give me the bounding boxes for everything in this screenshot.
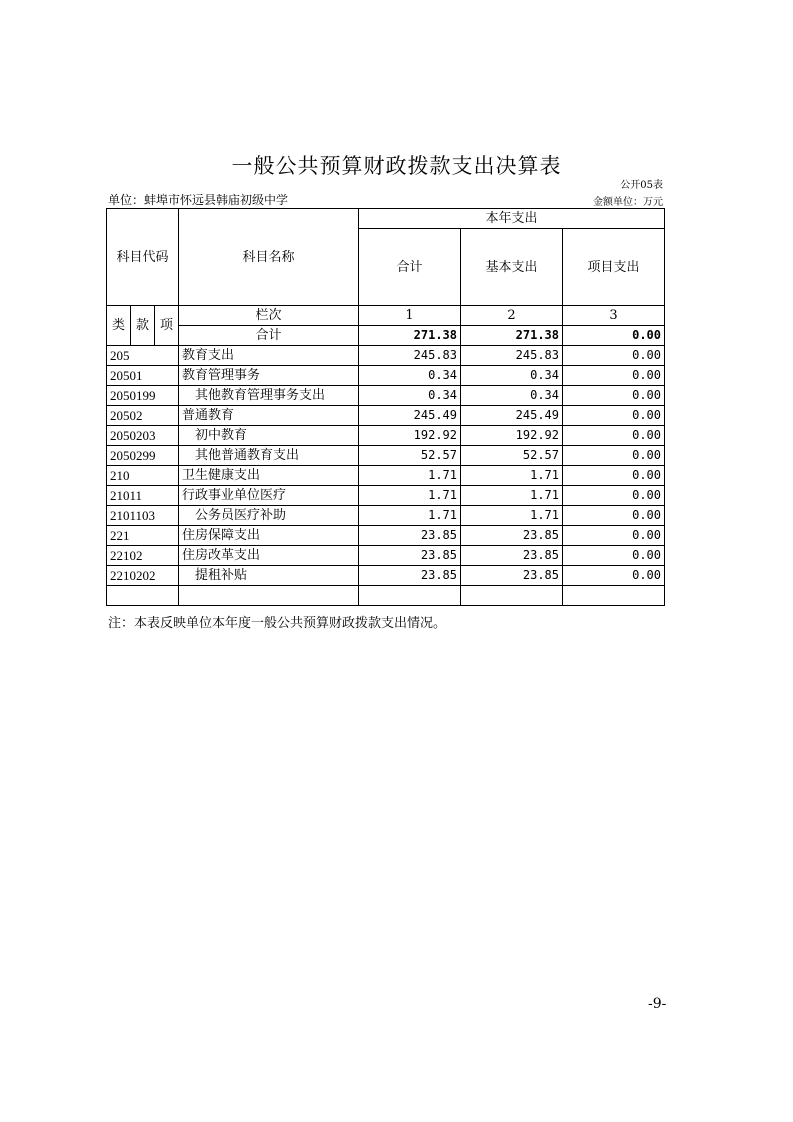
- amount-basic: 23.85: [461, 566, 563, 586]
- subject-code: 22102: [107, 546, 179, 566]
- subject-name: 教育支出: [179, 346, 359, 366]
- amount-basic: 1.71: [461, 486, 563, 506]
- subject-name: 行政事业单位医疗: [179, 486, 359, 506]
- amount-basic: 0.34: [461, 386, 563, 406]
- table-row: [107, 426, 665, 446]
- subject-name: 教育管理事务: [179, 366, 359, 386]
- total-column-header: 合计: [359, 229, 461, 306]
- amount-total: 245.83: [359, 346, 461, 366]
- table-note: 注：本表反映单位本年度一般公共预算财政拨款支出情况。: [108, 616, 447, 631]
- subject-code: 2101103: [107, 506, 179, 526]
- amount-project: 0.00: [563, 346, 665, 366]
- lanci-1: 1: [359, 306, 461, 326]
- subject-code-header: 科目代码: [107, 209, 179, 306]
- amount-basic: 52.57: [461, 446, 563, 466]
- subject-code: 210: [107, 466, 179, 486]
- amount-total: 192.92: [359, 426, 461, 446]
- subject-name: 初中教育: [179, 426, 359, 446]
- amount-project: 0.00: [563, 386, 665, 406]
- subject-code: 2210202: [107, 566, 179, 586]
- amount-basic: 1.71: [461, 506, 563, 526]
- empty-cell: [107, 586, 179, 606]
- table-row: [107, 486, 665, 506]
- amount-total: 0.34: [359, 366, 461, 386]
- table-row: [107, 466, 665, 486]
- subject-name: 其他普通教育支出: [179, 446, 359, 466]
- table-row: [107, 386, 665, 406]
- budget-table: [106, 208, 665, 606]
- amount-project: 0.00: [563, 366, 665, 386]
- total-row: [107, 326, 665, 346]
- table-row: [107, 346, 665, 366]
- empty-row: [107, 586, 665, 606]
- lanci-3: 3: [563, 306, 665, 326]
- document-title: 一般公共预算财政拨款支出决算表: [231, 154, 562, 178]
- total-row-project: 0.00: [563, 326, 665, 346]
- subject-name: 卫生健康支出: [179, 466, 359, 486]
- amount-unit-label: 金额单位：万元: [593, 197, 663, 208]
- empty-cell: [179, 586, 359, 606]
- total-row-label: 合计: [179, 326, 359, 346]
- subject-code: 221: [107, 526, 179, 546]
- amount-project: 0.00: [563, 526, 665, 546]
- amount-total: 1.71: [359, 506, 461, 526]
- amount-total: 1.71: [359, 466, 461, 486]
- empty-cell: [359, 586, 461, 606]
- subject-name: 提租补贴: [179, 566, 359, 586]
- amount-project: 0.00: [563, 486, 665, 506]
- empty-cell: [563, 586, 665, 606]
- amount-total: 52.57: [359, 446, 461, 466]
- amount-project: 0.00: [563, 446, 665, 466]
- amount-basic: 23.85: [461, 546, 563, 566]
- amount-basic: 23.85: [461, 526, 563, 546]
- total-row-basic: 271.38: [461, 326, 563, 346]
- amount-project: 0.00: [563, 546, 665, 566]
- amount-project: 0.00: [563, 506, 665, 526]
- subject-name: 普通教育: [179, 406, 359, 426]
- amount-total: 1.71: [359, 486, 461, 506]
- amount-basic: 245.49: [461, 406, 563, 426]
- subject-code: 20501: [107, 366, 179, 386]
- subject-code: 2050199: [107, 386, 179, 406]
- subject-name: 住房改革支出: [179, 546, 359, 566]
- lanci-2: 2: [461, 306, 563, 326]
- amount-total: 23.85: [359, 546, 461, 566]
- table-row: [107, 526, 665, 546]
- subject-name: 其他教育管理事务支出: [179, 386, 359, 406]
- amount-total: 245.49: [359, 406, 461, 426]
- amount-basic: 192.92: [461, 426, 563, 446]
- amount-total: 0.34: [359, 386, 461, 406]
- subject-code: 205: [107, 346, 179, 366]
- subject-code: 21011: [107, 486, 179, 506]
- subject-name: 公务员医疗补助: [179, 506, 359, 526]
- amount-project: 0.00: [563, 406, 665, 426]
- amount-basic: 0.34: [461, 366, 563, 386]
- subject-code: 20502: [107, 406, 179, 426]
- unit-label: 单位：蚌埠市怀远县韩庙初级中学: [108, 193, 289, 207]
- current-year-header: 本年支出: [359, 209, 665, 229]
- table-row: [107, 366, 665, 386]
- table-row: [107, 506, 665, 526]
- table-row: [107, 406, 665, 426]
- form-code: 公开05表: [620, 180, 663, 191]
- amount-project: 0.00: [563, 566, 665, 586]
- subject-code: 2050299: [107, 446, 179, 466]
- lei-header: 类: [107, 306, 131, 346]
- kuan-header: 款: [131, 306, 155, 346]
- project-column-header: 项目支出: [563, 229, 665, 306]
- table-row: [107, 546, 665, 566]
- amount-basic: 1.71: [461, 466, 563, 486]
- subject-name: 住房保障支出: [179, 526, 359, 546]
- amount-basic: 245.83: [461, 346, 563, 366]
- xiang-header: 项: [155, 306, 179, 346]
- subject-code: 2050203: [107, 426, 179, 446]
- amount-project: 0.00: [563, 466, 665, 486]
- total-row-total: 271.38: [359, 326, 461, 346]
- table-row: [107, 446, 665, 466]
- amount-total: 23.85: [359, 566, 461, 586]
- table-row: [107, 566, 665, 586]
- page-number: -9-: [648, 996, 667, 1012]
- subject-name-header: 科目名称: [179, 209, 359, 306]
- amount-project: 0.00: [563, 426, 665, 446]
- basic-column-header: 基本支出: [461, 229, 563, 306]
- lanci-label: 栏次: [179, 306, 359, 326]
- empty-cell: [461, 586, 563, 606]
- amount-total: 23.85: [359, 526, 461, 546]
